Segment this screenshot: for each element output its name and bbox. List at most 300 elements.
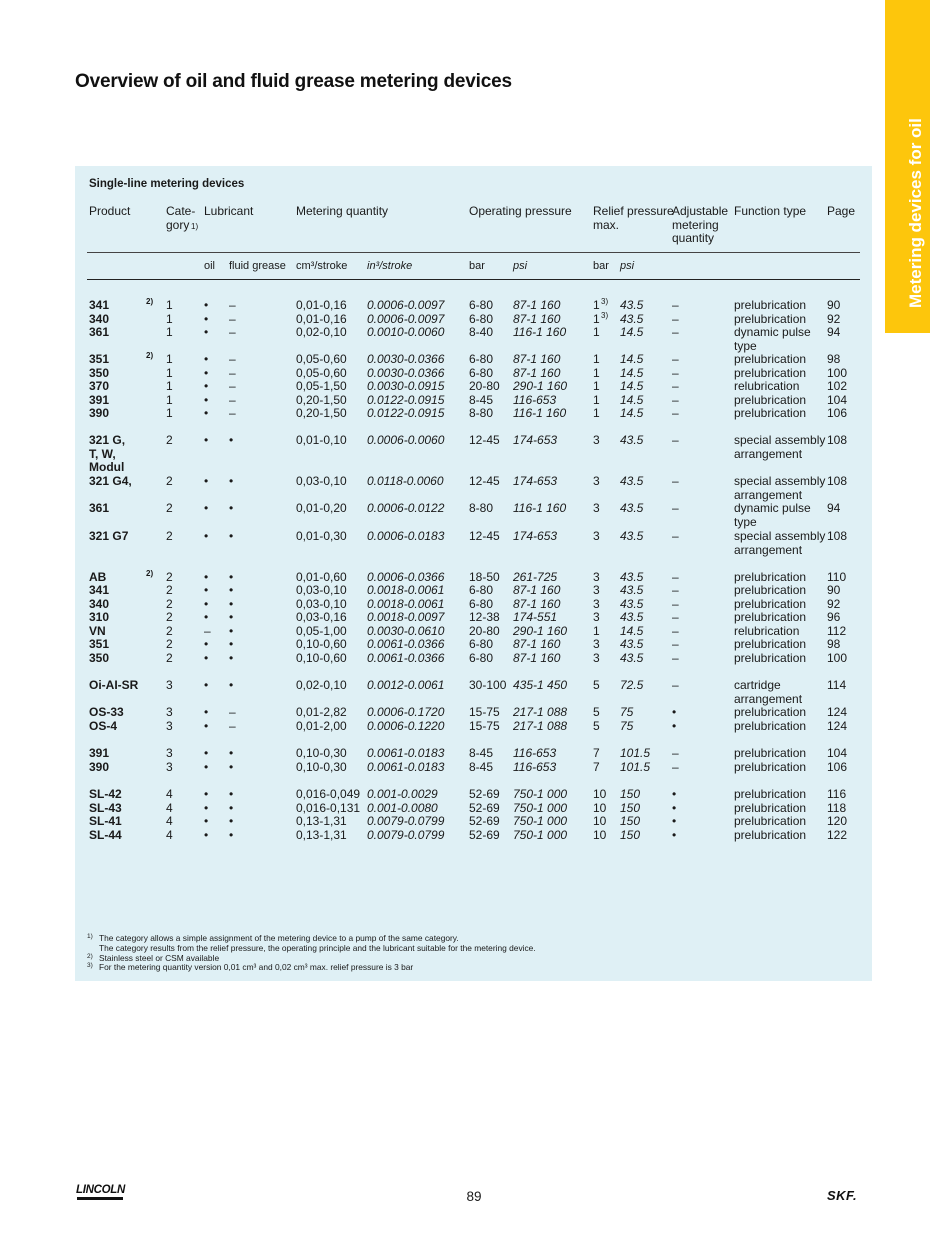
cell-fluid-grease: – bbox=[229, 705, 236, 719]
cell-fluid-grease: • bbox=[229, 760, 234, 774]
cell-relief-bar: 3 bbox=[593, 570, 600, 584]
skf-logo: SKF. bbox=[827, 1188, 858, 1203]
cell-oil: • bbox=[204, 678, 209, 692]
cell-adjustable: – bbox=[672, 651, 679, 665]
cell-adjustable: – bbox=[672, 746, 679, 760]
cell-relief-psi: 14.5 bbox=[620, 379, 644, 393]
cell-oil: • bbox=[204, 597, 209, 611]
cell-psi: 174-551 bbox=[513, 610, 558, 624]
cell-oil: • bbox=[204, 406, 209, 420]
cell-category: 1 bbox=[166, 406, 173, 420]
cell-fluid-grease: • bbox=[229, 570, 234, 584]
cell-bar: 52-69 bbox=[469, 787, 500, 801]
cell-function-type: special assembly arrangement bbox=[734, 433, 826, 461]
cell-adjustable: – bbox=[672, 610, 679, 624]
cell-relief-psi: 43.5 bbox=[620, 610, 644, 624]
cell-fluid-grease: • bbox=[229, 746, 234, 760]
cell-category: 1 bbox=[166, 352, 173, 366]
cell-in3: 0.0061-0.0366 bbox=[367, 637, 445, 651]
cell-oil: • bbox=[204, 801, 209, 815]
cell-page: 108 bbox=[827, 474, 848, 488]
cell-relief-psi: 14.5 bbox=[620, 325, 644, 339]
cell-adjustable: • bbox=[672, 787, 677, 801]
cell-in3: 0.0006-0.1220 bbox=[367, 719, 445, 733]
cell-bar: 18-50 bbox=[469, 570, 500, 584]
cell-in3: 0.0122-0.0915 bbox=[367, 393, 445, 407]
cell-product: 390 bbox=[89, 760, 110, 774]
cell-product: 341 bbox=[89, 298, 110, 312]
cell-product: AB bbox=[89, 570, 107, 584]
cell-in3: 0.0079-0.0799 bbox=[367, 828, 445, 842]
cell-cm3: 0,016-0,131 bbox=[296, 801, 361, 815]
cell-product: OS-33 bbox=[89, 705, 124, 719]
cell-function-type: relubrication bbox=[734, 624, 800, 638]
cell-relief-bar: 1 bbox=[593, 366, 600, 380]
cell-cm3: 0,01-0,16 bbox=[296, 298, 347, 312]
subheader-relief-psi: psi bbox=[620, 260, 635, 272]
cell-page: 90 bbox=[827, 583, 841, 597]
cell-oil: • bbox=[204, 366, 209, 380]
cell-fluid-grease: – bbox=[229, 393, 236, 407]
cell-adjustable: • bbox=[672, 828, 677, 842]
cell-relief-psi: 14.5 bbox=[620, 406, 644, 420]
cell-fluid-grease: • bbox=[229, 583, 234, 597]
footnote-line: The category results from the relief pressure, the operating principle and the lubricant suitable for the metering device. bbox=[99, 942, 536, 953]
cell-fluid-grease: • bbox=[229, 787, 234, 801]
cell-bar: 6-80 bbox=[469, 352, 494, 366]
cell-relief-note: 3) bbox=[601, 311, 609, 320]
cell-adjustable: – bbox=[672, 570, 679, 584]
cell-bar: 8-40 bbox=[469, 325, 494, 339]
cell-category: 1 bbox=[166, 393, 173, 407]
cell-page: 90 bbox=[827, 298, 841, 312]
cell-cm3: 0,01-0,16 bbox=[296, 312, 347, 326]
cell-bar: 20-80 bbox=[469, 624, 500, 638]
cell-oil: • bbox=[204, 828, 209, 842]
cell-relief-psi: 101.5 bbox=[620, 746, 651, 760]
cell-oil: • bbox=[204, 637, 209, 651]
cell-psi: 87-1 160 bbox=[513, 597, 561, 611]
cell-relief-bar: 1 bbox=[593, 406, 600, 420]
cell-relief-bar: 7 bbox=[593, 760, 600, 774]
cell-relief-psi: 150 bbox=[620, 787, 641, 801]
cell-relief-bar: 10 bbox=[593, 814, 607, 828]
cell-cm3: 0,05-1,00 bbox=[296, 624, 347, 638]
cell-category: 2 bbox=[166, 597, 173, 611]
cell-psi: 87-1 160 bbox=[513, 366, 561, 380]
cell-psi: 116-653 bbox=[513, 746, 557, 760]
cell-product: 350 bbox=[89, 651, 110, 665]
cell-bar: 52-69 bbox=[469, 814, 500, 828]
cell-product-note: 2) bbox=[146, 569, 154, 578]
cell-psi: 750-1 000 bbox=[513, 814, 568, 828]
cell-page: 110 bbox=[827, 570, 847, 584]
cell-product: Oi-AI-SR bbox=[89, 678, 139, 692]
cell-relief-bar: 10 bbox=[593, 787, 607, 801]
cell-fluid-grease: – bbox=[229, 366, 236, 380]
cell-fluid-grease: • bbox=[229, 610, 234, 624]
cell-fluid-grease: – bbox=[229, 406, 236, 420]
cell-page: 106 bbox=[827, 760, 848, 774]
cell-bar: 12-45 bbox=[469, 529, 500, 543]
cell-cm3: 0,016-0,049 bbox=[296, 787, 361, 801]
cell-oil: • bbox=[204, 705, 209, 719]
cell-fluid-grease: • bbox=[229, 651, 234, 665]
cell-in3: 0.0018-0.0061 bbox=[367, 583, 445, 597]
cell-oil: – bbox=[204, 624, 211, 638]
cell-psi: 750-1 000 bbox=[513, 801, 568, 815]
cell-page: 108 bbox=[827, 433, 848, 447]
cell-bar: 12-45 bbox=[469, 433, 500, 447]
cell-oil: • bbox=[204, 433, 209, 447]
cell-function-type: prelubrication bbox=[734, 760, 807, 774]
cell-product: 390 bbox=[89, 406, 110, 420]
cell-adjustable: – bbox=[672, 379, 679, 393]
cell-in3: 0.0006-0.0183 bbox=[367, 529, 445, 543]
cell-product: 391 bbox=[89, 746, 110, 760]
cell-relief-psi: 43.5 bbox=[620, 570, 644, 584]
cell-relief-psi: 43.5 bbox=[620, 637, 644, 651]
lincoln-logo-text: LINCOLN bbox=[76, 1184, 126, 1196]
cell-bar: 12-45 bbox=[469, 474, 500, 488]
cell-fluid-grease: • bbox=[229, 624, 234, 638]
cell-oil: • bbox=[204, 325, 209, 339]
cell-fluid-grease: • bbox=[229, 801, 234, 815]
cell-bar: 6-80 bbox=[469, 651, 494, 665]
cell-page: 106 bbox=[827, 406, 848, 420]
cell-in3: 0.0018-0.0061 bbox=[367, 597, 445, 611]
cell-fluid-grease: – bbox=[229, 312, 236, 326]
cell-relief-psi: 72.5 bbox=[620, 678, 644, 692]
cell-in3: 0.0061-0.0183 bbox=[367, 746, 445, 760]
subheader-divider bbox=[87, 279, 860, 280]
cell-category: 2 bbox=[166, 583, 173, 597]
cell-relief-psi: 43.5 bbox=[620, 529, 644, 543]
cell-oil: • bbox=[204, 719, 209, 733]
footnote bbox=[87, 934, 536, 954]
cell-bar: 15-75 bbox=[469, 705, 500, 719]
cell-fluid-grease: – bbox=[229, 325, 236, 339]
cell-adjustable: – bbox=[672, 352, 679, 366]
footnote-mark: 3) bbox=[87, 962, 93, 970]
cell-category: 1 bbox=[166, 298, 173, 312]
header-function-type: Function type bbox=[734, 204, 807, 218]
cell-relief-bar: 5 bbox=[593, 705, 600, 719]
cell-adjustable: – bbox=[672, 298, 679, 312]
cell-function-type: prelubrication bbox=[734, 298, 807, 312]
cell-relief-bar: 1 bbox=[593, 298, 600, 312]
side-tab bbox=[885, 0, 930, 333]
cell-bar: 30-100 bbox=[469, 678, 507, 692]
cell-psi: 116-1 160 bbox=[513, 325, 567, 339]
cell-relief-bar: 10 bbox=[593, 828, 607, 842]
cell-function-type: prelubrication bbox=[734, 814, 807, 828]
cell-in3: 0.0010-0.0060 bbox=[367, 325, 445, 339]
cell-psi: 116-1 160 bbox=[513, 406, 567, 420]
cell-product: SL-43 bbox=[89, 801, 122, 815]
cell-category: 3 bbox=[166, 760, 173, 774]
cell-function-type: dynamic pulse type bbox=[734, 501, 811, 529]
cell-cm3: 0,13-1,31 bbox=[296, 828, 347, 842]
cell-relief-bar: 3 bbox=[593, 501, 600, 515]
cell-product: 350 bbox=[89, 366, 110, 380]
cell-cm3: 0,10-0,30 bbox=[296, 746, 347, 760]
cell-product: 321 G4, bbox=[89, 474, 132, 488]
section-title: Single-line metering devices bbox=[89, 178, 245, 190]
cell-page: 104 bbox=[827, 393, 848, 407]
cell-category: 2 bbox=[166, 637, 173, 651]
cell-page: 102 bbox=[827, 379, 848, 393]
cell-category: 4 bbox=[166, 814, 173, 828]
page-title: Overview of oil and fluid grease metering devices bbox=[75, 71, 512, 92]
cell-relief-bar: 1 bbox=[593, 312, 600, 326]
cell-adjustable: • bbox=[672, 719, 677, 733]
cell-psi: 174-653 bbox=[513, 433, 558, 447]
cell-function-type: prelubrication bbox=[734, 597, 807, 611]
subheader-cm3: cm³/stroke bbox=[296, 260, 348, 272]
cell-oil: • bbox=[204, 760, 209, 774]
cell-bar: 6-80 bbox=[469, 637, 494, 651]
cell-adjustable: – bbox=[672, 433, 679, 447]
cell-psi: 174-653 bbox=[513, 474, 558, 488]
cell-function-type: prelubrication bbox=[734, 719, 807, 733]
cell-function-type: prelubrication bbox=[734, 651, 807, 665]
cell-psi: 116-653 bbox=[513, 393, 557, 407]
cell-psi: 87-1 160 bbox=[513, 352, 561, 366]
cell-category: 2 bbox=[166, 474, 173, 488]
cell-oil: • bbox=[204, 474, 209, 488]
side-tab-label: Metering devices for oil bbox=[906, 118, 925, 308]
cell-relief-psi: 14.5 bbox=[620, 366, 644, 380]
cell-psi: 435-1 450 bbox=[513, 678, 568, 692]
cell-cm3: 0,03-0,10 bbox=[296, 597, 347, 611]
cell-category: 4 bbox=[166, 828, 173, 842]
cell-cm3: 0,01-0,20 bbox=[296, 501, 347, 515]
cell-function-type: prelubrication bbox=[734, 312, 807, 326]
cell-category: 2 bbox=[166, 570, 173, 584]
cell-bar: 8-45 bbox=[469, 746, 494, 760]
cell-relief-bar: 3 bbox=[593, 637, 600, 651]
cell-adjustable: – bbox=[672, 393, 679, 407]
footnote-mark: 1) bbox=[87, 933, 93, 940]
cell-category: 1 bbox=[166, 325, 173, 339]
cell-page: 98 bbox=[827, 352, 841, 366]
cell-bar: 8-80 bbox=[469, 406, 494, 420]
cell-fluid-grease: – bbox=[229, 352, 236, 366]
cell-cm3: 0,01-0,60 bbox=[296, 570, 347, 584]
cell-page: 120 bbox=[827, 814, 848, 828]
cell-relief-psi: 43.5 bbox=[620, 501, 644, 515]
cell-cm3: 0,01-0,10 bbox=[296, 433, 347, 447]
cell-in3: 0.0061-0.0183 bbox=[367, 760, 445, 774]
cell-in3: 0.0006-0.0122 bbox=[367, 501, 445, 515]
cell-page: 114 bbox=[827, 678, 847, 692]
cell-psi: 217-1 088 bbox=[513, 719, 568, 733]
cell-bar: 6-80 bbox=[469, 597, 494, 611]
cell-adjustable: – bbox=[672, 597, 679, 611]
cell-in3: 0.0030-0.0366 bbox=[367, 366, 445, 380]
cell-category: 1 bbox=[166, 366, 173, 380]
cell-relief-psi: 43.5 bbox=[620, 433, 644, 447]
cell-category: 2 bbox=[166, 433, 173, 447]
cell-psi: 87-1 160 bbox=[513, 651, 561, 665]
cell-product: 351 bbox=[89, 352, 110, 366]
cell-function-type: prelubrication bbox=[734, 801, 807, 815]
cell-page: 108 bbox=[827, 529, 848, 543]
cell-relief-bar: 3 bbox=[593, 651, 600, 665]
cell-page: 112 bbox=[827, 624, 847, 638]
cell-page: 98 bbox=[827, 637, 841, 651]
cell-cm3: 0,03-0,10 bbox=[296, 474, 347, 488]
cell-page: 100 bbox=[827, 366, 848, 380]
cell-product: 361 bbox=[89, 325, 110, 339]
cell-relief-psi: 43.5 bbox=[620, 474, 644, 488]
cell-bar: 52-69 bbox=[469, 801, 500, 815]
cell-psi: 261-725 bbox=[513, 570, 558, 584]
header-product: Product bbox=[89, 204, 131, 218]
cell-psi: 116-1 160 bbox=[513, 501, 567, 515]
cell-relief-psi: 43.5 bbox=[620, 298, 644, 312]
cell-relief-psi: 14.5 bbox=[620, 352, 644, 366]
cell-category: 2 bbox=[166, 651, 173, 665]
cell-function-type: special assembly arrangement bbox=[734, 529, 826, 557]
cell-relief-bar: 5 bbox=[593, 719, 600, 733]
subheader-psi: psi bbox=[513, 260, 528, 272]
cell-page: 92 bbox=[827, 312, 841, 326]
cell-product: 321 G7 bbox=[89, 529, 129, 543]
cell-oil: • bbox=[204, 312, 209, 326]
cell-product: 340 bbox=[89, 597, 110, 611]
cell-fluid-grease: – bbox=[229, 298, 236, 312]
cell-function-type: prelubrication bbox=[734, 637, 807, 651]
cell-psi: 174-653 bbox=[513, 529, 558, 543]
cell-in3: 0.0030-0.0366 bbox=[367, 352, 445, 366]
cell-product: OS-4 bbox=[89, 719, 118, 733]
cell-fluid-grease: • bbox=[229, 529, 234, 543]
cell-relief-psi: 150 bbox=[620, 801, 641, 815]
cell-oil: • bbox=[204, 746, 209, 760]
cell-in3: 0.0006-0.0097 bbox=[367, 298, 445, 312]
subheader-oil: oil bbox=[204, 260, 216, 272]
cell-function-type: prelubrication bbox=[734, 570, 807, 584]
cell-relief-bar: 3 bbox=[593, 474, 600, 488]
cell-psi: 290-1 160 bbox=[513, 379, 568, 393]
cell-in3: 0.001-0.0080 bbox=[367, 801, 438, 815]
cell-relief-note: 3) bbox=[601, 297, 609, 306]
cell-relief-bar: 1 bbox=[593, 352, 600, 366]
cell-oil: • bbox=[204, 583, 209, 597]
cell-relief-bar: 3 bbox=[593, 597, 600, 611]
cell-in3: 0.0006-0.1720 bbox=[367, 705, 445, 719]
cell-fluid-grease: • bbox=[229, 828, 234, 842]
cell-cm3: 0,20-1,50 bbox=[296, 406, 347, 420]
cell-oil: • bbox=[204, 570, 209, 584]
cell-function-type: cartridge arrangement bbox=[734, 678, 803, 706]
cell-adjustable: • bbox=[672, 801, 677, 815]
cell-bar: 15-75 bbox=[469, 719, 500, 733]
footnote-line: For the metering quantity version 0,01 cm³ and 0,02 cm³ max. relief pressure is 3 bar bbox=[99, 962, 414, 973]
cell-function-type: prelubrication bbox=[734, 352, 807, 366]
cell-product: SL-41 bbox=[89, 814, 122, 828]
cell-category: 2 bbox=[166, 624, 173, 638]
cell-cm3: 0,10-0,30 bbox=[296, 760, 347, 774]
cell-oil: • bbox=[204, 787, 209, 801]
cell-product: 351 bbox=[89, 637, 110, 651]
header-category: Cate- gory bbox=[166, 204, 196, 232]
cell-in3: 0.0006-0.0366 bbox=[367, 570, 445, 584]
cell-bar: 20-80 bbox=[469, 379, 500, 393]
cell-fluid-grease: • bbox=[229, 501, 234, 515]
cell-relief-bar: 10 bbox=[593, 801, 607, 815]
cell-in3: 0.0012-0.0061 bbox=[367, 678, 445, 692]
cell-adjustable: – bbox=[672, 624, 679, 638]
page-number: 89 bbox=[466, 1189, 482, 1204]
cell-psi: 217-1 088 bbox=[513, 705, 568, 719]
cell-function-type: prelubrication bbox=[734, 746, 807, 760]
cell-function-type: prelubrication bbox=[734, 583, 807, 597]
cell-relief-psi: 14.5 bbox=[620, 393, 644, 407]
cell-product: 341 bbox=[89, 583, 110, 597]
cell-fluid-grease: • bbox=[229, 433, 234, 447]
cell-in3: 0.0030-0.0915 bbox=[367, 379, 445, 393]
cell-product: 340 bbox=[89, 312, 110, 326]
cell-function-type: prelubrication bbox=[734, 787, 807, 801]
cell-category: 2 bbox=[166, 529, 173, 543]
cell-product: VN bbox=[89, 624, 106, 638]
cell-relief-bar: 1 bbox=[593, 624, 600, 638]
cell-in3: 0.0018-0.0097 bbox=[367, 610, 445, 624]
subheader-relief-bar: bar bbox=[593, 260, 609, 272]
cell-page: 116 bbox=[827, 787, 847, 801]
cell-bar: 8-45 bbox=[469, 760, 494, 774]
cell-adjustable: – bbox=[672, 760, 679, 774]
cell-function-type: prelubrication bbox=[734, 406, 807, 420]
cell-category: 2 bbox=[166, 610, 173, 624]
header-page: Page bbox=[827, 204, 856, 218]
header-lubricant: Lubricant bbox=[204, 204, 254, 218]
cell-in3: 0.0030-0.0610 bbox=[367, 624, 445, 638]
cell-bar: 6-80 bbox=[469, 583, 494, 597]
cell-cm3: 0,05-0,60 bbox=[296, 352, 347, 366]
cell-fluid-grease: • bbox=[229, 814, 234, 828]
cell-cm3: 0,03-0,16 bbox=[296, 610, 347, 624]
metering-devices-table bbox=[75, 166, 872, 981]
cell-in3: 0.0079-0.0799 bbox=[367, 814, 445, 828]
cell-product-note: 2) bbox=[146, 297, 154, 306]
cell-category: 1 bbox=[166, 312, 173, 326]
cell-relief-bar: 7 bbox=[593, 746, 600, 760]
cell-category: 3 bbox=[166, 719, 173, 733]
cell-in3: 0.0061-0.0366 bbox=[367, 651, 445, 665]
cell-oil: • bbox=[204, 501, 209, 515]
cell-cm3: 0,10-0,60 bbox=[296, 651, 347, 665]
cell-relief-bar: 1 bbox=[593, 393, 600, 407]
cell-relief-bar: 1 bbox=[593, 379, 600, 393]
cell-adjustable: – bbox=[672, 366, 679, 380]
header-divider bbox=[87, 252, 860, 253]
header-category-note: 1) bbox=[191, 222, 199, 231]
cell-relief-psi: 14.5 bbox=[620, 624, 644, 638]
cell-function-type: special assembly arrangement bbox=[734, 474, 826, 502]
cell-function-type: prelubrication bbox=[734, 393, 807, 407]
cell-relief-psi: 150 bbox=[620, 828, 641, 842]
cell-in3: 0.0118-0.0060 bbox=[367, 474, 444, 488]
cell-product: SL-42 bbox=[89, 787, 122, 801]
cell-page: 124 bbox=[827, 719, 848, 733]
cell-adjustable: • bbox=[672, 705, 677, 719]
cell-psi: 750-1 000 bbox=[513, 787, 568, 801]
cell-cm3: 0,01-2,00 bbox=[296, 719, 347, 733]
